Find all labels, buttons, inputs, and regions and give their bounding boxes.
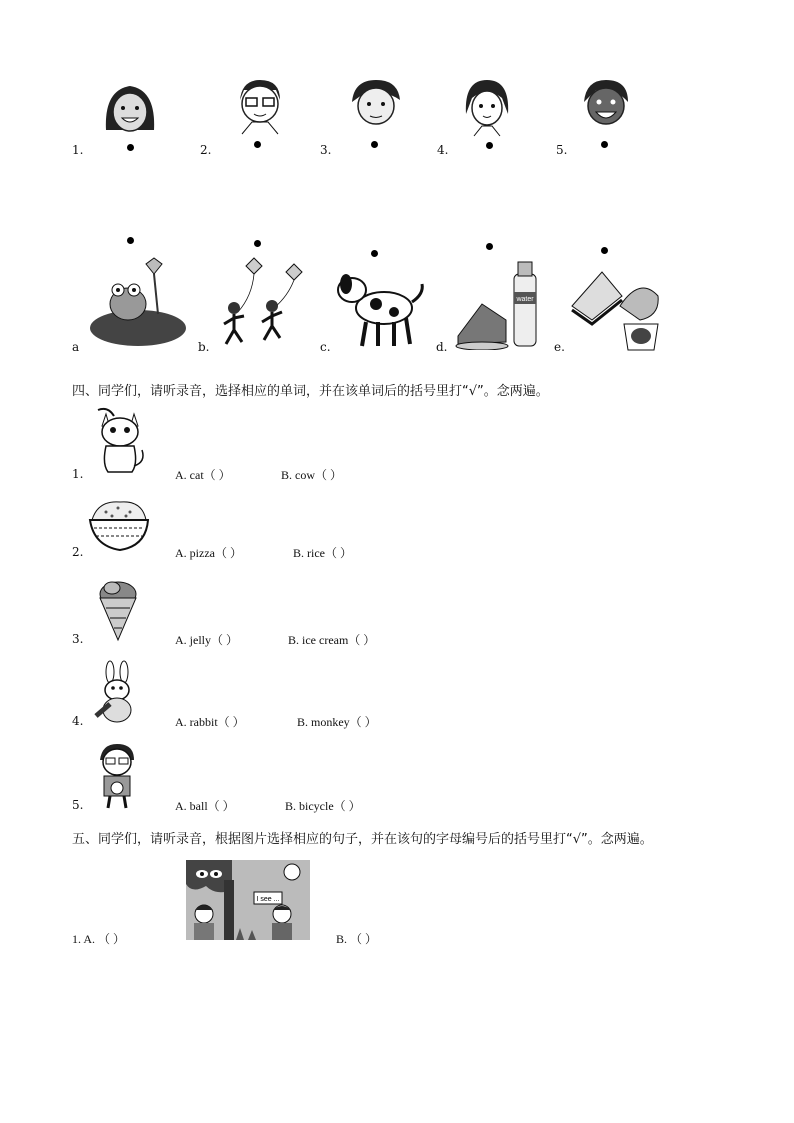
item-number-2: 2. bbox=[72, 545, 84, 559]
option-b-4[interactable]: B. monkey（ ） bbox=[297, 715, 377, 729]
svg-text:water: water bbox=[516, 296, 534, 303]
item-number-1: 1. bbox=[72, 467, 84, 481]
sandwich-and-jelly-icon bbox=[568, 266, 664, 352]
option-b-1[interactable]: B. cow（ ） bbox=[281, 468, 342, 482]
sentence-option-a[interactable]: 1. A. （ ） bbox=[72, 932, 126, 946]
match-dot-bottom-b[interactable] bbox=[254, 240, 261, 247]
girl-short-hair-face-icon bbox=[462, 78, 512, 138]
person-number-2: 2. bbox=[200, 143, 212, 157]
rice-bowl-icon bbox=[88, 498, 150, 556]
option-a-1[interactable]: A. cat（ ） bbox=[175, 468, 231, 482]
option-a-3[interactable]: A. jelly（ ） bbox=[175, 633, 238, 647]
option-b-5[interactable]: B. bicycle（ ） bbox=[285, 799, 361, 813]
option-b-2[interactable]: B. rice（ ） bbox=[293, 546, 352, 560]
boy-with-ball-icon bbox=[92, 742, 142, 810]
match-dot-top-4[interactable] bbox=[486, 142, 493, 149]
match-dot-bottom-e[interactable] bbox=[601, 247, 608, 254]
match-dot-top-3[interactable] bbox=[371, 141, 378, 148]
match-dot-top-1[interactable] bbox=[127, 144, 134, 151]
cat-icon bbox=[92, 406, 148, 476]
picture-letter-e: e. bbox=[554, 340, 565, 354]
person-number-5: 5. bbox=[556, 143, 568, 157]
person-number-3: 3. bbox=[320, 143, 332, 157]
ice-cream-cone-icon bbox=[96, 578, 140, 642]
spotted-dog-icon bbox=[332, 264, 428, 350]
option-a-2[interactable]: A. pizza（ ） bbox=[175, 546, 242, 560]
section-4-heading: 四、同学们，请听录音，选择相应的单词，并在该单词后的括号里打“√”。念两遍。 bbox=[72, 384, 549, 399]
sentence-option-b[interactable]: B. （ ） bbox=[336, 932, 378, 946]
picture-letter-b: b. bbox=[198, 340, 210, 354]
option-b-3[interactable]: B. ice cream（ ） bbox=[288, 633, 376, 647]
option-a-4[interactable]: A. rabbit（ ） bbox=[175, 715, 245, 729]
picture-letter-c: c. bbox=[320, 340, 331, 354]
match-dot-top-2[interactable] bbox=[254, 141, 261, 148]
match-dot-bottom-a[interactable] bbox=[127, 237, 134, 244]
item-number-3: 3. bbox=[72, 632, 84, 646]
rabbit-icon bbox=[92, 660, 142, 724]
person-number-1: 1. bbox=[72, 143, 84, 157]
match-dot-bottom-c[interactable] bbox=[371, 250, 378, 257]
match-dot-bottom-d[interactable] bbox=[486, 243, 493, 250]
frog-on-lily-pad-icon bbox=[88, 254, 190, 350]
option-a-5[interactable]: A. ball（ ） bbox=[175, 799, 235, 813]
cake-and-water-icon bbox=[452, 260, 544, 350]
item-number-5: 5. bbox=[72, 798, 84, 812]
item-number-4: 4. bbox=[72, 714, 84, 728]
boy-face-icon bbox=[346, 78, 404, 132]
picture-letter-d: d. bbox=[436, 340, 448, 354]
kids-flying-kites-icon bbox=[214, 256, 310, 350]
boy-dark-face-icon bbox=[578, 78, 634, 132]
boy-glasses-face-icon bbox=[232, 76, 288, 136]
kids-under-tree-scene-icon bbox=[186, 860, 310, 940]
picture-letter-a: a bbox=[72, 340, 80, 354]
section-5-heading: 五、同学们，请听录音，根据图片选择相应的句子，并在该句的字母编号后的括号里打“√”。念两遍。 bbox=[72, 832, 653, 847]
speech-bubble-text: I see ... bbox=[256, 896, 280, 903]
girl-long-hair-face-icon bbox=[100, 80, 160, 136]
match-dot-top-5[interactable] bbox=[601, 141, 608, 148]
person-number-4: 4. bbox=[437, 143, 449, 157]
